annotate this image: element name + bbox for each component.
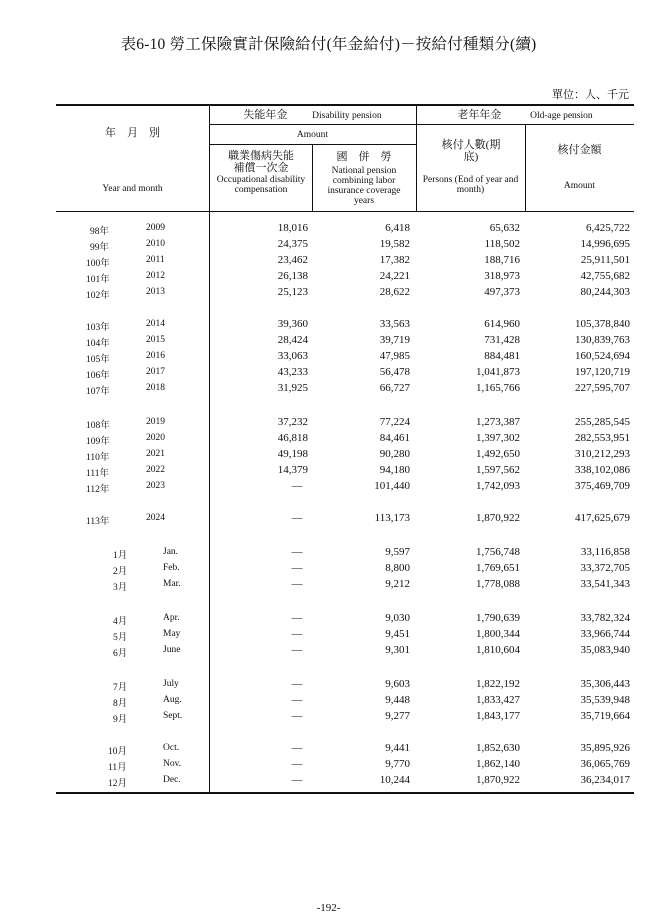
amount-value: 35,895,926 (580, 742, 630, 754)
combined-value: 33,563 (379, 318, 410, 330)
occupational-value: 33,063 (277, 350, 308, 362)
oldage-header-cn: 老年年金 (457, 109, 502, 121)
disability-header-cn: 失能年金 (243, 109, 288, 121)
row-label-roc: 113年 (86, 517, 110, 527)
combined-header-cn: 國 併 勞 (336, 151, 392, 163)
row-label-roc: 105年 (86, 355, 110, 365)
persons-value: 1,492,650 (476, 448, 520, 460)
amount-value: 14,996,695 (580, 238, 630, 250)
combined-value: 9,030 (385, 612, 410, 624)
persons-value: 1,810,604 (476, 644, 520, 656)
occupational-value: 31,925 (277, 382, 308, 394)
occupational-value: 14,379 (277, 464, 308, 476)
persons-value: 731,428 (484, 334, 520, 346)
row-label-ad: 2022 (146, 465, 165, 475)
amount-value: 36,065,769 (580, 758, 630, 770)
row-label-roc: 109年 (86, 437, 110, 447)
row-label-roc: 7月 (113, 683, 128, 693)
row-label-header-cn: 年 月 別 (105, 127, 160, 139)
combined-value: 113,173 (374, 512, 410, 524)
combined-value: 9,301 (385, 644, 410, 656)
row-label-ad: 2023 (146, 481, 165, 491)
row-label-roc: 102年 (86, 291, 110, 301)
header-amount-rule (209, 144, 416, 145)
row-label-ad: 2018 (146, 383, 165, 393)
occupational-header-cn: 職業傷病失能補償一次金 (228, 150, 294, 174)
row-label-ad: 2012 (146, 271, 165, 281)
combined-value: 47,985 (379, 350, 410, 362)
occupational-value: 39,360 (277, 318, 308, 330)
table-top-rule (56, 104, 634, 106)
row-label-roc: 112年 (86, 485, 110, 495)
occupational-value: 37,232 (277, 416, 308, 428)
row-label-ad: Apr. (163, 613, 180, 623)
row-label-ad: Dec. (163, 775, 181, 785)
row-label-roc: 10月 (108, 747, 128, 757)
unit-label: 單位：人、千元 (552, 89, 629, 101)
persons-value: 1,742,093 (476, 480, 520, 492)
row-label-ad: 2024 (146, 513, 165, 523)
persons-value: 1,870,922 (476, 774, 520, 786)
persons-value: 1,862,140 (476, 758, 520, 770)
row-label-ad: 2010 (146, 239, 165, 249)
persons-value: 1,769,651 (476, 562, 520, 574)
row-label-ad: 2021 (146, 449, 165, 459)
combined-value: 9,277 (385, 710, 410, 722)
amount-value: 35,719,664 (580, 710, 630, 722)
row-label-roc: 5月 (113, 633, 128, 643)
row-label-ad: June (163, 645, 181, 655)
row-label-roc: 4月 (113, 617, 128, 627)
occupational-value: 23,462 (277, 254, 308, 266)
amount-value: 375,469,709 (575, 480, 630, 492)
row-label-ad: 2020 (146, 433, 165, 443)
persons-value: 1,822,192 (476, 678, 520, 690)
occupational-value: — (291, 546, 303, 558)
persons-value: 1,165,766 (476, 382, 520, 394)
amount-value: 33,541,343 (580, 578, 630, 590)
row-label-roc: 104年 (86, 339, 110, 349)
persons-value: 884,481 (484, 350, 520, 362)
row-label-ad: 2011 (146, 255, 165, 265)
occupational-value: 49,198 (277, 448, 308, 460)
combined-header-en: National pension combining labor insurance coverage years (327, 166, 401, 206)
disability-group-header (209, 110, 416, 121)
oldage-header-en: Old-age pension (530, 111, 593, 121)
row-label-ad: 2014 (146, 319, 165, 329)
persons-value: 1,852,630 (476, 742, 520, 754)
row-label-ad: July (163, 679, 179, 689)
row-label-roc: 100年 (86, 259, 110, 269)
oldamount-header-en: Amount (563, 181, 596, 191)
row-label-roc: 3月 (113, 583, 128, 593)
occupational-value: 46,818 (277, 432, 308, 444)
combined-value: 9,597 (385, 546, 410, 558)
oldamount-header-cn: 核付金額 (557, 144, 602, 156)
header-bottom-rule (56, 211, 634, 212)
amount-value: 197,120,719 (575, 366, 630, 378)
amount-value: 25,911,501 (580, 254, 630, 266)
occupational-value: — (291, 694, 303, 706)
row-label-ad: Sept. (163, 711, 183, 721)
combined-value: 9,441 (385, 742, 410, 754)
row-label-ad: Aug. (163, 695, 182, 705)
amount-value: 338,102,086 (575, 464, 630, 476)
amount-header-en: Amount (296, 130, 329, 140)
persons-value: 1,597,562 (476, 464, 520, 476)
amount-value: 33,116,858 (580, 546, 630, 558)
table-bottom-rule (56, 792, 634, 794)
combined-value: 9,212 (385, 578, 410, 590)
amount-value: 417,625,679 (575, 512, 630, 524)
combined-value: 9,448 (385, 694, 410, 706)
persons-value: 1,273,387 (476, 416, 520, 428)
row-label-ad: Mar. (163, 579, 181, 589)
amount-value: 36,234,017 (580, 774, 630, 786)
combined-value: 94,180 (379, 464, 410, 476)
occupational-value: — (291, 612, 303, 624)
occupational-value: 43,233 (277, 366, 308, 378)
combined-value: 24,221 (379, 270, 410, 282)
amount-value: 160,524,694 (575, 350, 630, 362)
amount-value: 282,553,951 (575, 432, 630, 444)
amount-value: 35,539,948 (580, 694, 630, 706)
occupational-value: 18,016 (277, 222, 308, 234)
persons-value: 1,041,873 (476, 366, 520, 378)
oldage-group-header (416, 110, 634, 121)
row-label-roc: 107年 (86, 387, 110, 397)
amount-value: 33,966,744 (580, 628, 630, 640)
combined-value: 8,800 (385, 562, 410, 574)
occupational-value: — (291, 710, 303, 722)
amount-value: 42,755,682 (580, 270, 630, 282)
row-label-roc: 2月 (113, 567, 128, 577)
row-label-ad: Nov. (163, 759, 182, 769)
row-label-roc: 111年 (86, 469, 110, 479)
occupational-value: — (291, 512, 303, 524)
row-label-ad: Jan. (163, 547, 179, 557)
row-label-roc: 98年 (90, 227, 110, 237)
combined-value: 9,603 (385, 678, 410, 690)
persons-value: 614,960 (484, 318, 520, 330)
combined-value: 17,382 (379, 254, 410, 266)
divider-disability-oldage (416, 106, 417, 211)
persons-value: 1,843,177 (476, 710, 520, 722)
row-label-roc: 6月 (113, 649, 128, 659)
persons-header-cn: 核付人數(期底) (441, 139, 501, 163)
row-label-roc: 101年 (86, 275, 110, 285)
persons-value: 1,756,748 (476, 546, 520, 558)
persons-value: 1,397,302 (476, 432, 520, 444)
row-label-ad: 2013 (146, 287, 165, 297)
combined-value: 90,280 (379, 448, 410, 460)
persons-header-en: Persons (End of year and month) (422, 175, 519, 195)
amount-value: 80,244,303 (580, 286, 630, 298)
occupational-value: 28,424 (277, 334, 308, 346)
occupational-value: — (291, 644, 303, 656)
row-label-roc: 110年 (86, 453, 110, 463)
persons-value: 1,870,922 (476, 512, 520, 524)
amount-value: 35,306,443 (580, 678, 630, 690)
occupational-value: — (291, 758, 303, 770)
row-label-roc: 8月 (113, 699, 128, 709)
row-label-roc: 12月 (108, 779, 128, 789)
combined-value: 66,727 (379, 382, 410, 394)
row-label-roc: 9月 (113, 715, 128, 725)
occupational-header-en: Occupational disability compensation (216, 175, 306, 195)
combined-value: 101,440 (374, 480, 410, 492)
row-label-ad: 2019 (146, 417, 165, 427)
amount-value: 33,372,705 (580, 562, 630, 574)
combined-value: 19,582 (379, 238, 410, 250)
persons-value: 1,778,088 (476, 578, 520, 590)
persons-value: 318,973 (484, 270, 520, 282)
combined-value: 77,224 (379, 416, 410, 428)
amount-value: 6,425,722 (586, 222, 630, 234)
combined-value: 84,461 (379, 432, 410, 444)
persons-value: 118,502 (484, 238, 520, 250)
combined-value: 9,770 (385, 758, 410, 770)
row-label-roc: 106年 (86, 371, 110, 381)
page-number: -192- (316, 902, 341, 914)
row-label-ad: 2016 (146, 351, 165, 361)
occupational-value: — (291, 678, 303, 690)
persons-value: 1,800,344 (476, 628, 520, 640)
persons-value: 65,632 (489, 222, 520, 234)
combined-value: 6,418 (385, 222, 410, 234)
row-label-ad: Oct. (163, 743, 180, 753)
row-label-roc: 1月 (113, 551, 128, 561)
occupational-value: 26,138 (277, 270, 308, 282)
combined-value: 9,451 (385, 628, 410, 640)
persons-value: 497,373 (484, 286, 520, 298)
occupational-value: — (291, 742, 303, 754)
row-label-roc: 103年 (86, 323, 110, 333)
amount-value: 227,595,707 (575, 382, 630, 394)
persons-value: 188,716 (484, 254, 520, 266)
header-group-rule (209, 124, 634, 125)
row-label-ad: May (163, 629, 181, 639)
amount-value: 255,285,545 (575, 416, 630, 428)
combined-value: 39,719 (379, 334, 410, 346)
row-label-roc: 99年 (90, 243, 110, 253)
amount-value: 130,839,763 (575, 334, 630, 346)
divider-label-column (209, 106, 210, 792)
persons-value: 1,833,427 (476, 694, 520, 706)
amount-value: 105,378,840 (575, 318, 630, 330)
occupational-value: — (291, 480, 303, 492)
row-label-roc: 11月 (108, 763, 127, 773)
row-label-ad: 2009 (146, 223, 165, 233)
occupational-value: — (291, 774, 303, 786)
amount-value: 310,212,293 (575, 448, 630, 460)
combined-value: 28,622 (379, 286, 410, 298)
divider-oldage-columns (525, 124, 526, 211)
row-label-ad: 2017 (146, 367, 165, 377)
combined-value: 10,244 (379, 774, 410, 786)
occupational-value: — (291, 562, 303, 574)
occupational-value: 25,123 (277, 286, 308, 298)
disability-header-en: Disability pension (312, 111, 382, 121)
occupational-value: — (291, 578, 303, 590)
row-label-header-en: Year and month (102, 184, 163, 194)
page-title: 表6-10 勞工保險實計保險給付(年金給付)－按給付種類分(續) (120, 36, 537, 53)
row-label-ad: Feb. (163, 563, 180, 573)
combined-value: 56,478 (379, 366, 410, 378)
amount-value: 35,083,940 (580, 644, 630, 656)
occupational-value: — (291, 628, 303, 640)
row-label-roc: 108年 (86, 421, 110, 431)
persons-value: 1,790,639 (476, 612, 520, 624)
row-label-ad: 2015 (146, 335, 165, 345)
amount-value: 33,782,324 (580, 612, 630, 624)
occupational-value: 24,375 (277, 238, 308, 250)
